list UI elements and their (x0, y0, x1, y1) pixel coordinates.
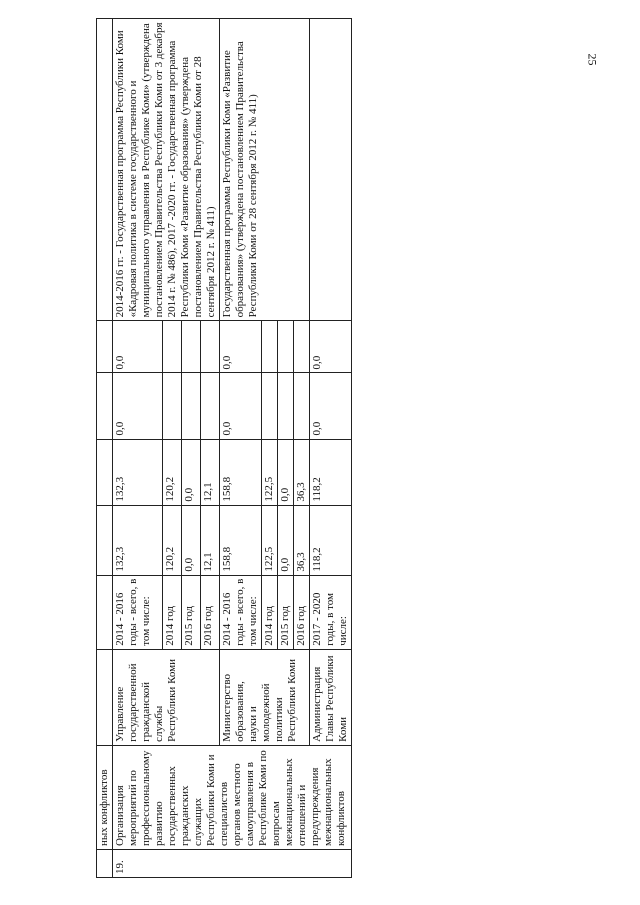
amount-total-cell: 122,5 (262, 505, 278, 575)
amount-total-cell: 120,2 (162, 505, 181, 575)
period-cell: 2017 - 2020 годы, в том числе: (310, 575, 352, 649)
amount-total-cell: 12,1 (200, 505, 219, 575)
amount-total-cell: 132,3 (113, 505, 163, 575)
period-cell: 2015 год (278, 575, 294, 649)
amount-total-cell: 158,8 (220, 505, 262, 575)
amount-regional-cell: 132,3 (113, 439, 163, 505)
amount-total-cell: 0,0 (181, 505, 200, 575)
rotated-table-container (96, 18, 568, 878)
amount-other-cell (181, 321, 200, 373)
measure-cell: Организация мероприятий по профессиональному развитию государственных гражданских служащих Республики Коми и специалистов органов местного самоуправления в Республике Коми по вопросам межнациональных отношений и предупреждения межнациональных конфликтов (113, 745, 352, 849)
amount-other-cell (162, 321, 181, 373)
page-number: 25 (585, 53, 600, 66)
amount-other-cell (200, 321, 219, 373)
amount-federal-cell (278, 373, 294, 439)
period-cell: 2014 - 2016 годы - всего, в том числе: (220, 575, 262, 649)
amount-federal-cell: 0,0 (310, 373, 352, 439)
row-number-cell: 19. (113, 849, 352, 877)
header-text: ных конфликтов (97, 745, 113, 849)
period-cell: 2014 год (162, 575, 181, 649)
executor-cell: Управление государственной гражданской службы Республики Коми (113, 649, 220, 745)
table-row (113, 19, 163, 878)
amount-federal-cell (294, 373, 310, 439)
amount-federal-cell (262, 373, 278, 439)
period-cell: 2015 год (181, 575, 200, 649)
amount-regional-cell: 118,2 (310, 439, 352, 505)
program-cell: Государственная программа Республики Коми «Развитие образования» (утверждена постановлением Правительства Республики Коми от 28 сентября 2012 г. № 411) (220, 19, 310, 321)
amount-regional-cell: 0,0 (181, 439, 200, 505)
amount-federal-cell (200, 373, 219, 439)
amount-regional-cell: 12,1 (200, 439, 219, 505)
amount-federal-cell: 0,0 (113, 373, 163, 439)
amount-total-cell: 36,3 (294, 505, 310, 575)
period-cell: 2016 год (200, 575, 219, 649)
table-header-row (97, 19, 113, 878)
amount-total-cell: 0,0 (278, 505, 294, 575)
amount-total-cell: 118,2 (310, 505, 352, 575)
amount-regional-cell: 158,8 (220, 439, 262, 505)
period-cell: 2014 - 2016 годы - всего, в том числе: (113, 575, 163, 649)
measures-table (96, 18, 352, 878)
amount-federal-cell: 0,0 (220, 373, 262, 439)
amount-other-cell (294, 321, 310, 373)
amount-other-cell: 0,0 (220, 321, 262, 373)
amount-other-cell: 0,0 (310, 321, 352, 373)
amount-other-cell (278, 321, 294, 373)
amount-other-cell: 0,0 (113, 321, 163, 373)
period-cell: 2014 год (262, 575, 278, 649)
executor-cell: Администрация Главы Республики Коми (310, 649, 352, 745)
amount-regional-cell: 120,2 (162, 439, 181, 505)
amount-federal-cell (162, 373, 181, 439)
amount-regional-cell: 36,3 (294, 439, 310, 505)
amount-other-cell (262, 321, 278, 373)
amount-federal-cell (181, 373, 200, 439)
amount-regional-cell: 0,0 (278, 439, 294, 505)
program-cell (310, 19, 352, 321)
amount-regional-cell: 122,5 (262, 439, 278, 505)
period-cell: 2016 год (294, 575, 310, 649)
executor-cell: Министерство образования, науки и молодежной политики Республики Коми (220, 649, 310, 745)
program-cell: 2014-2016 гг. - Государственная программа Республики Коми «Кадровая политика в системе государственного и муниципального управления в Республике Коми» (утверждена постановлением Правительства Республики Коми от 3 декабря 2014 г. № 486), 2017 -2020 гг. - Государственная программа Республики Коми «Развитие образования» (утверждена постановлением Правительства Республики Коми от 28 сентября 2012 г. № 411) (113, 19, 220, 321)
